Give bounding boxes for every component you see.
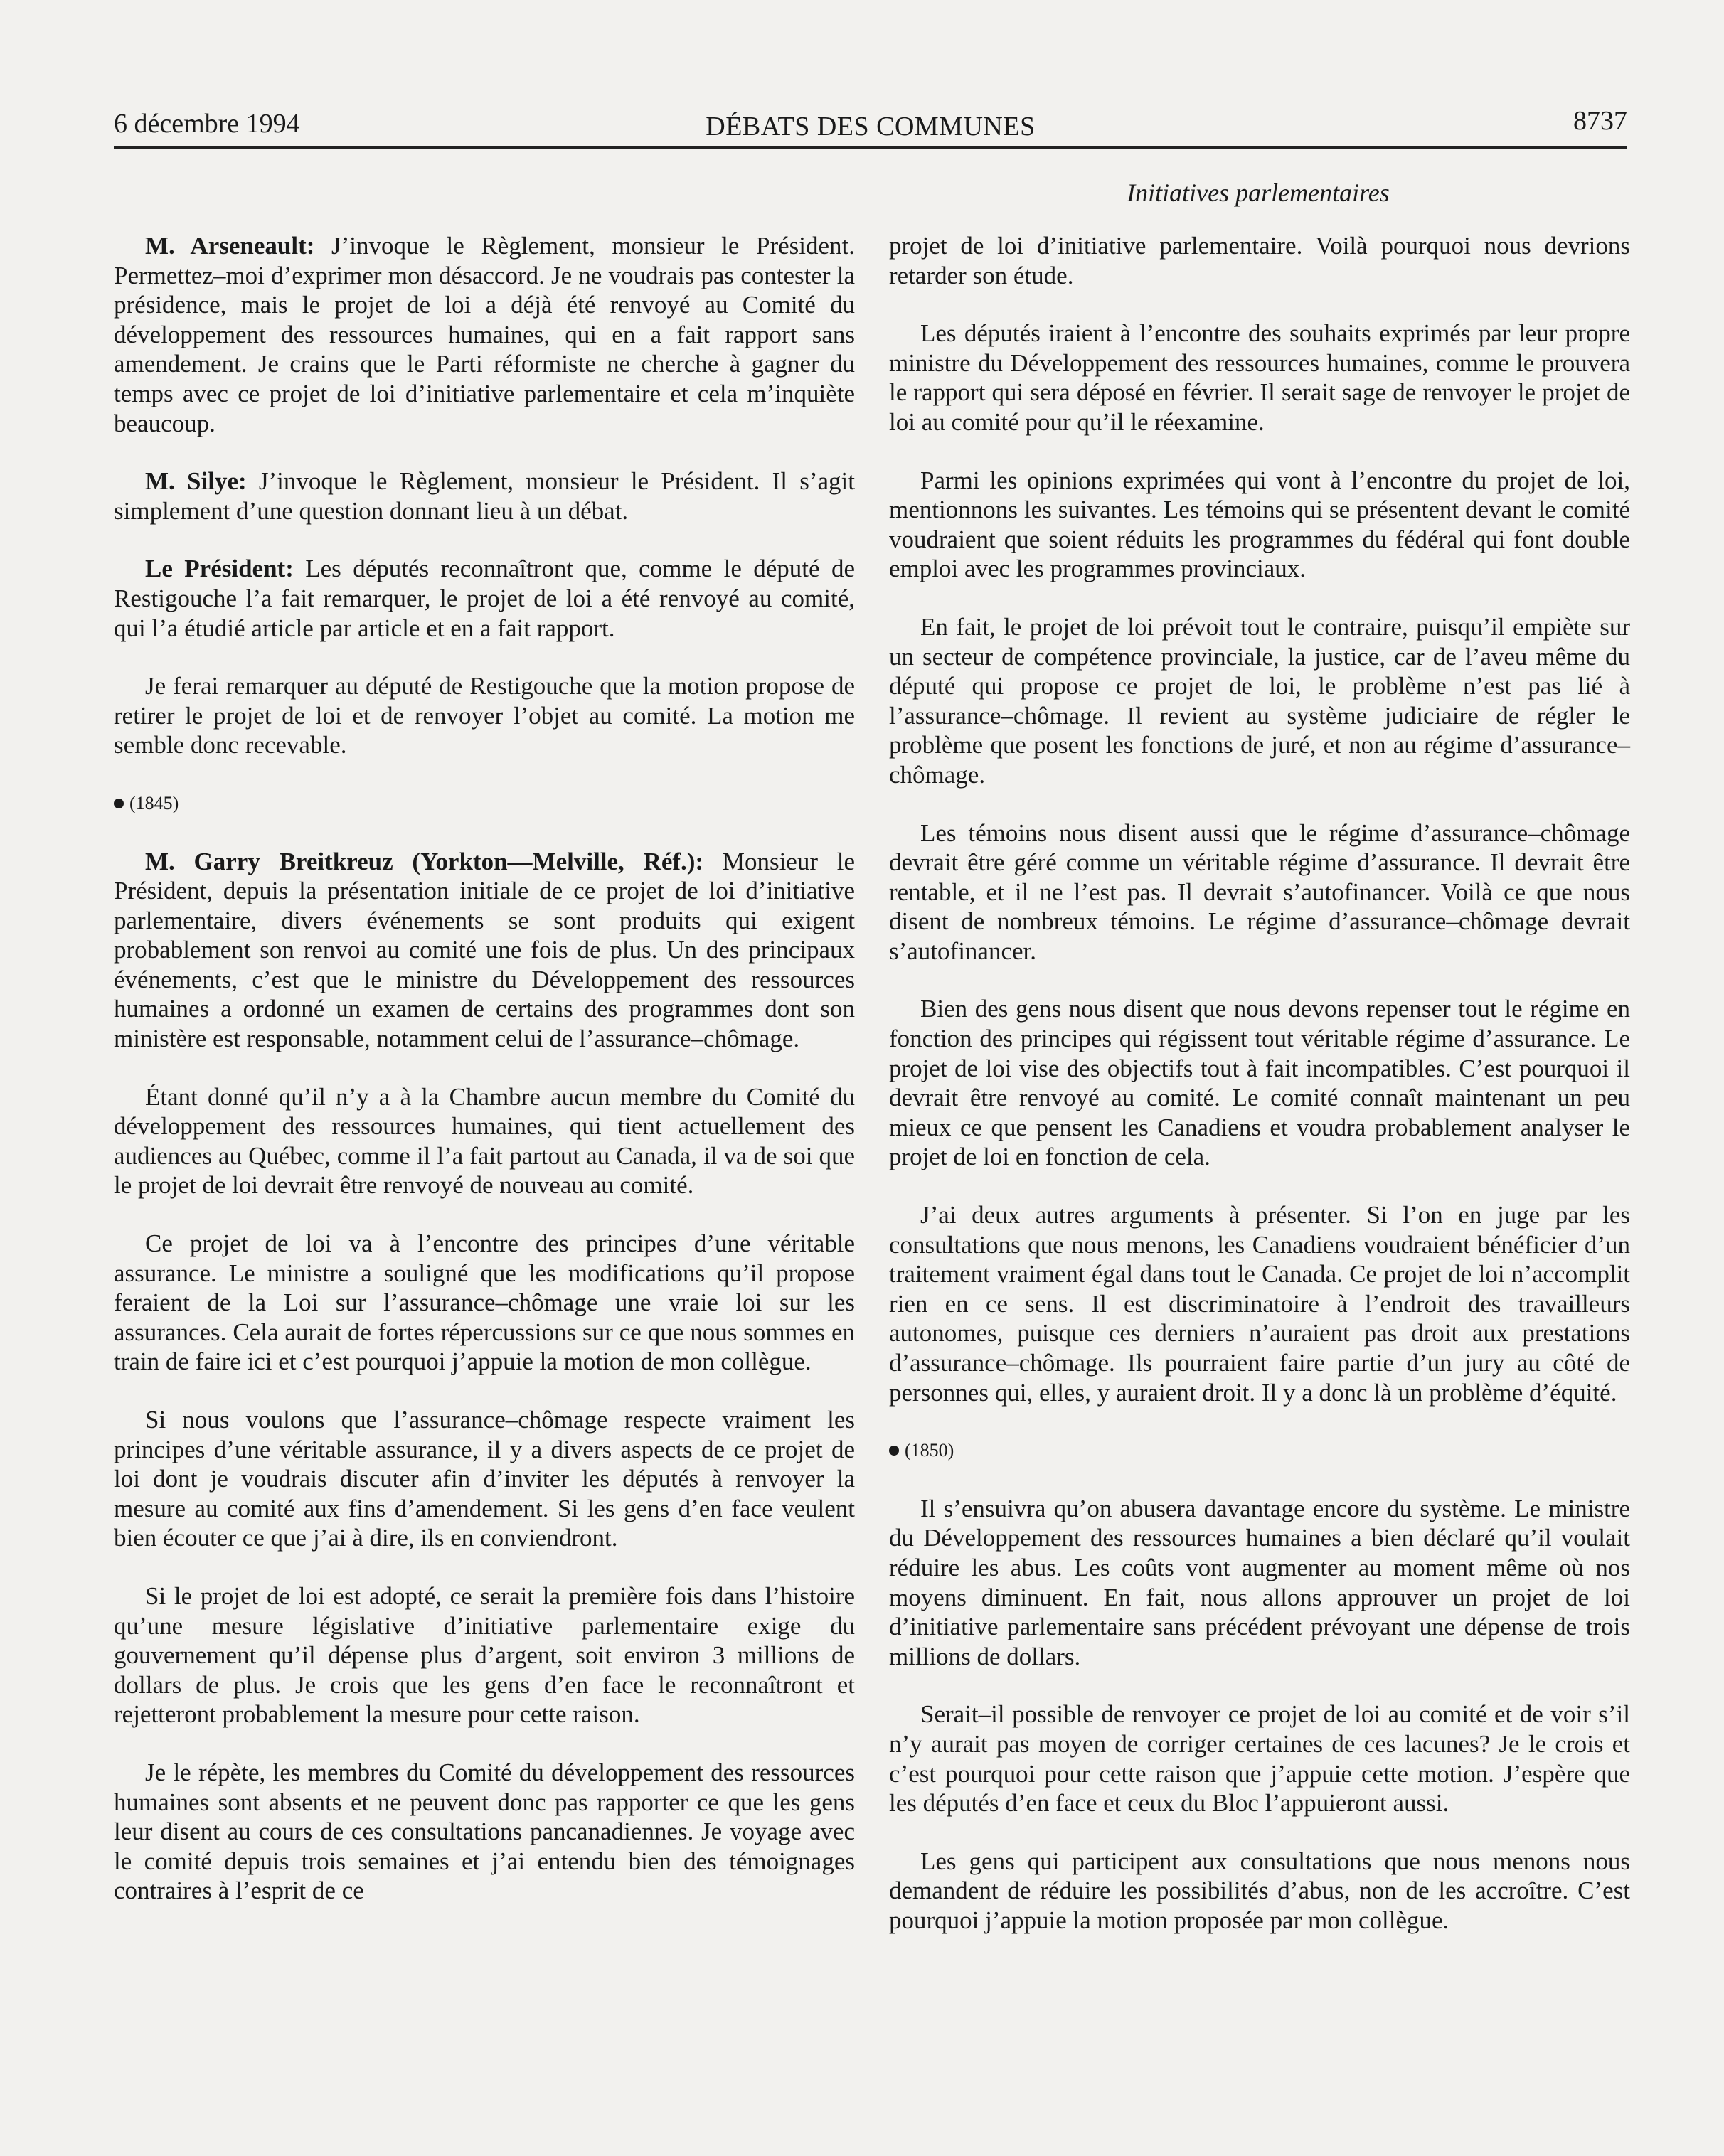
paragraph — [114, 231, 855, 438]
page-header — [114, 105, 1627, 145]
paragraph: Si le projet de loi est adopté, ce serait la première fois dans l’histoire qu’une mesure législative d’initiative parlementaire exige du gouvernement qu’il dépense plus d’argent, soit environ 3 millions de dollars de plus. Je crois que les gens d’en face le reconnaîtront et rejetteront probablement la mesure pour cette raison. — [114, 1581, 855, 1729]
paragraph: Je le répète, les membres du Comité du développement des ressources humaines sont absents et ne peuvent donc pas rapporter ce que les gens leur disent au cours de ces consultations pancanadiennes. Je voyage avec le comité depuis trois semaines et j’ai entendu bien des témoignages contraires à l’esprit de ce — [114, 1758, 855, 1905]
section-title: Initiatives parlementaires — [1127, 178, 1390, 207]
paragraph: Bien des gens nous disent que nous devons repenser tout le régime en fonction des principes qui régissent tout véritable régime d’assurance. Le projet de loi vise des objectifs tout à fait incompatibles. C’est pourquoi il devrait être renvoyé au comité. Le comité connaît maintenant un peu mieux ce que pensent les Canadiens et voudra probablement analyser le projet de loi en fonction de cela. — [889, 995, 1630, 1171]
speech-text: J’invoque le Règlement, monsieur le Président. Permettez–moi d’exprimer mon désaccord. Je ne voudrais pas contester la présidence, mais le projet de loi a déjà été renvoyé au Comité du développement des ressources humaines, qui en a fait rapport sans amendement. Je crains que le Parti réformiste ne cherche à gagner du temps avec ce projet de loi d’initiative parlementaire et cela m’inquiète beaucoup. — [114, 232, 855, 437]
header-date: 6 décembre 1994 — [114, 109, 300, 139]
speaker-name: M. Arseneault: — [145, 232, 315, 260]
paragraph: En fait, le projet de loi prévoit tout le contraire, puisqu’il empiète sur un secteur de compétence provinciale, la justice, car de l’aveu même du député qui propose ce projet de loi, le problème n’est pas lié à l’assurance–chômage. Il revient au système judiciaire de régler le problème que posent les fonctions de juré, et non au régime d’assurance–chômage. — [889, 612, 1630, 789]
paragraph: Les témoins nous disent aussi que le régime d’assurance–chômage devrait être géré comme un véritable régime d’assurance. Il devrait être rentable, et il ne l’est pas. Il devrait s’autofinancer. Voilà ce que nous disent de nombreux témoins. Le régime d’assurance–chômage devrait s’autofinancer. — [889, 818, 1630, 965]
timestamp-text: (1850) — [905, 1440, 954, 1461]
timestamp — [889, 1436, 1630, 1466]
speaker-name: M. Silye: — [145, 467, 247, 496]
paragraph — [114, 466, 855, 525]
paragraph: Serait–il possible de renvoyer ce projet de loi au comité et de voir s’il n’y aurait pas moyen de corriger certaines de ces lacunes? Je le crois et c’est pourquoi pour cette raison que j’appuie cette motion. J’espère que les députés d’en face et ceux du Bloc l’appuieront aussi. — [889, 1700, 1630, 1818]
speech-text: Monsieur le Président, depuis la présentation initiale de ce projet de loi d’initiative parlementaire, divers événements se sont produits qui exigent probablement son renvoi au comité une fois de plus. Un des principaux événements, c’est que le ministre du Développement des ressources humaines a ordonné un examen de certains des programmes dont son ministère est responsable, notamment celui de l’assurance–chômage. — [114, 847, 856, 1053]
paragraph — [114, 847, 855, 1054]
page-number: 8737 — [1573, 106, 1627, 136]
timestamp-text: (1845) — [129, 792, 179, 813]
header-rule — [114, 146, 1627, 149]
paragraph: Étant donné qu’il n’y a à la Chambre aucun membre du Comité du développement des ressources humaines, qui tient actuellement des audiences au Québec, comme il l’a fait partout au Canada, il va de soi que le projet de loi devrait être renvoyé de nouveau au comité. — [114, 1082, 855, 1200]
speech-text: J’invoque le Règlement, monsieur le Président. Il s’agit simplement d’une question donnant lieu à un débat. — [114, 467, 855, 525]
header-title: DÉBATS DES COMMUNES — [706, 112, 1036, 142]
right-column — [889, 231, 1630, 1964]
paragraph: Il s’ensuivra qu’on abusera davantage encore du système. Le ministre du Développement des ressources humaines a bien déclaré qu’il voulait réduire les abus. Les coûts vont augmenter au moment même où nos moyens diminuent. En fait, nous allons approuver un projet de loi d’initiative parlementaire sans précédent prévoyant une dépense de trois millions de dollars. — [889, 1494, 1630, 1670]
left-column — [114, 231, 855, 1934]
bullet-icon — [889, 1446, 899, 1456]
speaker-name: Le Président: — [145, 555, 294, 583]
bullet-icon — [114, 799, 124, 808]
paragraph: Je ferai remarquer au député de Restigouche que la motion propose de retirer le projet de loi et de renvoyer l’objet au comité. La motion me semble donc recevable. — [114, 672, 855, 759]
paragraph — [114, 554, 855, 643]
paragraph: Ce projet de loi va à l’encontre des principes d’une véritable assurance. Le ministre a souligné que les modifications qu’il propose feraient de la Loi sur l’assurance–chômage une vraie loi sur les assurances. Cela aurait de fortes répercussions sur ce que nous sommes en train de faire ici et c’est pourquoi j’appuie la motion de mon collègue. — [114, 1229, 855, 1376]
paragraph: Parmi les opinions exprimées qui vont à l’encontre du projet de loi, mentionnons les suivantes. Les témoins qui se présentent devant le comité voudraient que soient réduits les programmes du fédéral qui font double emploi avec les programmes provinciaux. — [889, 466, 1630, 583]
paragraph: projet de loi d’initiative parlementaire. Voilà pourquoi nous devrions retarder son étude. — [889, 232, 1630, 289]
speaker-name: M. Garry Breitkreuz (Yorkton—Melville, Réf.): — [145, 847, 704, 875]
paragraph: J’ai deux autres arguments à présenter. Si l’on en juge par les consultations que nous menons, les Canadiens voudraient bénéficier d’un traitement vraiment égal dans tout le Canada. Ce projet de loi n’accomplit rien en ce sens. Il est discriminatoire à l’endroit des travailleurs autonomes, puisque ces derniers n’auraient pas droit aux prestations d’assurance–chômage. Ils pourraient faire partie d’un jury au côté de personnes qui, elles, y auraient droit. Il y a donc là un problème d’équité. — [889, 1201, 1630, 1407]
paragraph: Les gens qui participent aux consultations que nous menons nous demandent de réduire les possibilités d’abus, non de les accroître. C’est pourquoi j’appuie la motion proposée par mon collègue. — [889, 1847, 1630, 1934]
paragraph: Les députés iraient à l’encontre des souhaits exprimés par leur propre ministre du Développement des ressources humaines, comme le prouvera le rapport qui sera déposé en février. Il serait sage de renvoyer le projet de loi au comité pour qu’il le réexamine. — [889, 319, 1630, 436]
timestamp — [114, 789, 855, 818]
speech-text: Les députés reconnaîtront que, comme le député de Restigouche l’a fait remarquer, le projet de loi a été renvoyé au comité, qui l’a étudié article par article et en a fait rapport. — [114, 555, 855, 642]
paragraph: Si nous voulons que l’assurance–chômage respecte vraiment les principes d’une véritable assurance, il y a divers aspects de ce projet de loi dont je voudrais discuter afin d’inviter les députés à renvoyer la mesure au comité aux fins d’amendement. Si les gens d’en face veulent bien écouter ce que j’ai à dire, ils en conviendront. — [114, 1406, 855, 1552]
